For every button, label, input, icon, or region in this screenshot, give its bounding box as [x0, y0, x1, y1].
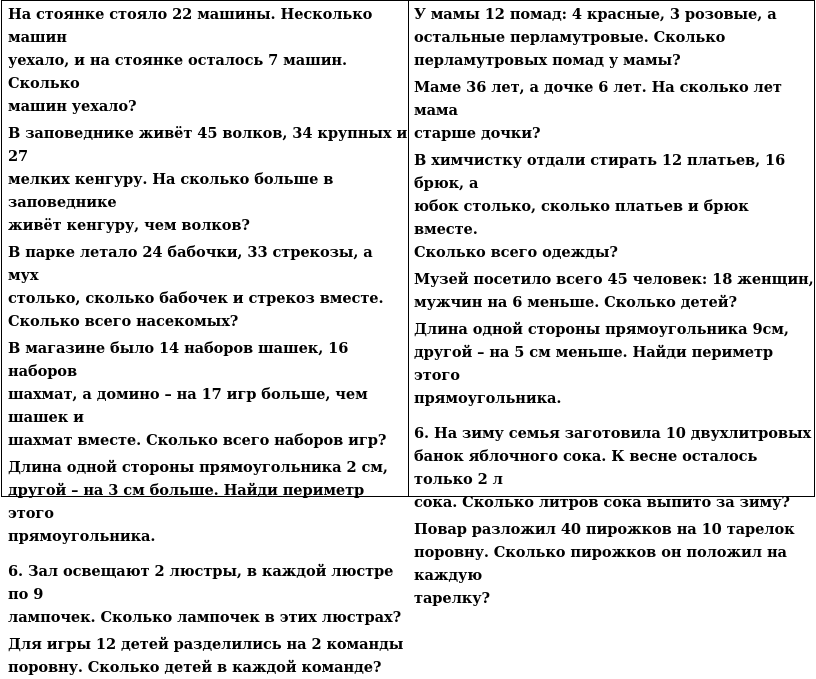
task-pies: Повар разложил 40 пирожков на 10 тарелок поровну. Сколько пирожков он положил на каждую тарелку?: [414, 521, 795, 607]
left-column: [1, 0, 409, 676]
task-rectangle-left: Длина одной стороны прямоугольника 2 см, другой – на 3 см больше. Найди периметр этого прямоугольника.: [8, 459, 388, 545]
task-insects: В парке летало 24 бабочки, 33 стрекозы, а мух столько, сколько бабочек и стрекоз вместе. Сколько всего насекомых?: [8, 244, 384, 330]
right-column: [408, 0, 815, 607]
task-chandeliers: 6. Зал освещают 2 люстры, в каждой люстре по 9 лампочек. Сколько лампочек в этих люстрах?: [8, 563, 402, 626]
task-juice: 6. На зиму семья заготовила 10 двухлитровых банок яблочного сока. К весне осталось только 2 л сока. Сколько литров сока выпито за зиму?: [414, 425, 812, 511]
task-games: В магазине было 14 наборов шашек, 16 наборов шахмат, а домино – на 17 игр больше, чем шашек и шахмат вместе. Сколько всего наборов игр?: [8, 340, 387, 449]
task-teams: Для игры 12 детей разделились на 2 команды поровну. Сколько детей в каждой команде?: [8, 636, 404, 676]
task-dry-cleaning: В химчистку отдали стирать 12 платьев, 16 брюк, а юбок столько, сколько платьев и брюк вместе. Сколько всего одежды?: [414, 152, 786, 261]
task-reserve: В заповеднике живёт 45 волков, 34 крупных и 27 мелких кенгуру. На сколько больше в заповеднике живёт кенгуру, чем волков?: [8, 125, 408, 234]
task-rectangle-right: Длина одной стороны прямоугольника 9см, другой – на 5 см меньше. Найди периметр этого прямоугольника.: [414, 321, 789, 407]
task-lipsticks: У мамы 12 помад: 4 красные, 3 розовые, а остальные перламутровые. Сколько перламутровых помад у мамы?: [414, 6, 777, 69]
task-museum: Музей посетило всего 45 человек: 18 женщин, мужчин на 6 меньше. Сколько детей?: [414, 271, 814, 311]
task-ages: Маме 36 лет, а дочке 6 лет. На сколько лет мама старше дочки?: [414, 79, 782, 142]
task-parking: На стоянке стояло 22 машины. Несколько машин уехало, и на стоянке осталось 7 машин. Сколько машин уехало?: [8, 6, 373, 115]
